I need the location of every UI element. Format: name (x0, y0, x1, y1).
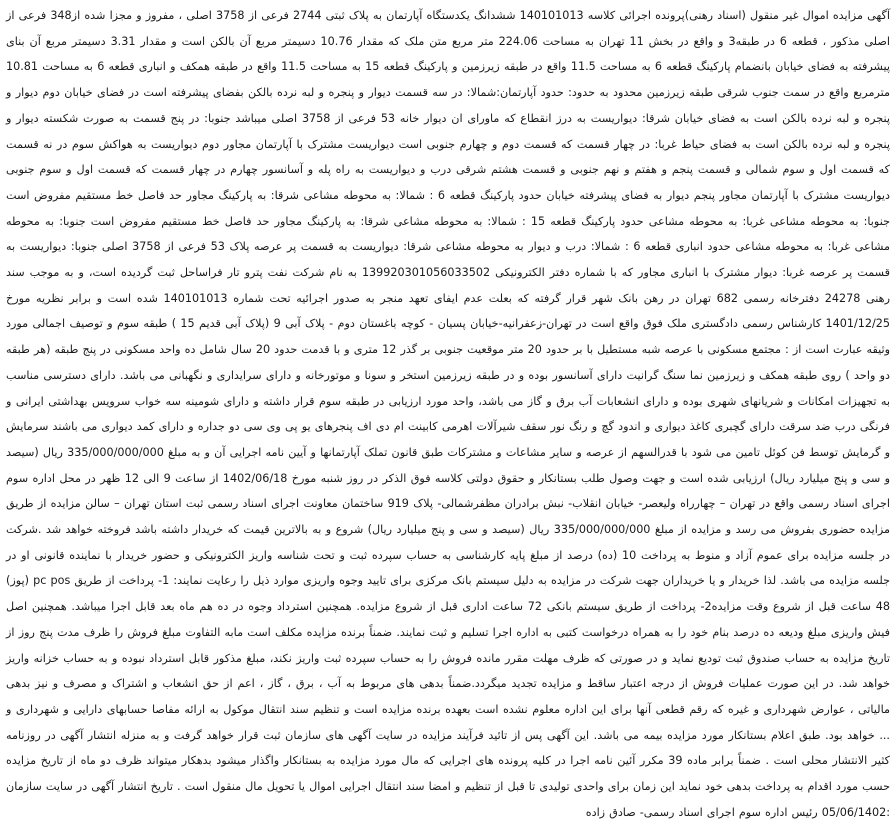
auction-notice-text: آگهی مزایده اموال غیر منقول (اسناد رهنی)پرونده اجرائی کلاسه 140101013 ششدانگ یکدستگاه آپارتمان به پلاک ثبتی 2744 فرعی از 3758 اصلی ، مفروز و مجزا شده از348 فرعی از اصلی مذکور ، قطعه 6 در طبقه3 و واقع در بخش 11 تهران به مساحت 224.06 متر مربع متن ملک که مقدار 10.76 دسیمتر مربع آن بالکن است و مقدار 3.31 دسیمتر مربع آن بنای پیشرفته به فضای خیابان بانضمام پارکینگ قطعه 6 به مساحت 11.5 واقع در طبقه زیرزمین و پارکینگ قطعه 15 به مساحت 11.5 واقع در طبقه همکف و انباری قطعه 6 به مساحت 10.81 مترمربع واقع در سمت جنوب شرقی طبقه زیرزمین محدود به حدود: حدود آپارتمان:شمالا: در سه قسمت دیوار و پنجره و لبه نرده بالکن بفضای پیشرفته است در فضای خیابان دوم دیوار و پنجره و لبه نرده بالکن است به فضای خیابان شرقا: دیواریست به درز انقطاع که ماورای ان دیوار خانه 53 فرعی از 3758 اصلی میباشد جنوبا: در پنج قسمت به صورت شکسته دیوار و پنجره و لبه نرده بالکن است به فضای حیاط غربا: در چهار قسمت که قسمت دوم و چهارم جنوبی است دیواریست مشترک با آپارتمان مجاور دوم دیواریست به هواکش سوم در نه قسمت که قسمت اول و سوم شمالی و قسمت پنجم و هفتم و نهم جنوبی و قسمت هشتم شرقی درب و دیواریست به راه پله و آسانسور چهارم در چهار قسمت که قسمت اول و سوم جنوبی دیواریست مشترک با آپارتمان مجاور پنجم دیوار به فضای پیشرفته خیابان حدود پارکینگ قطعه 6 : شمالا: به محوطه مشاعی شرقا: به پارکینگ مجاور حد فاصل خط مستقیم مفروض است جنوبا: به محوطه مشاعی غربا: به محوطه مشاعی حدود پارکینگ قطعه 15 : شمالا: به محوطه مشاعی شرقا: به پارکینگ مجاور حد فاصل خط مستقیم مفروض است جنوبا: به محوطه مشاعی غربا: به محوطه مشاعی حدود انباری قطعه 6 : شمالا: درب و دیوار به محوطه مشاعی شرقا: دیواریست به قسمت پر عرصه پلاک 53 فرعی از 3758 اصلی جنوبا: دیواریست به قسمت پر عرصه غربا: دیوار مشترک با انباری مجاور که با شماره دفتر الکترونیکی 139920301056033502 به نام شرکت نفت پترو تار فراساحل ثبت گردیده است، و به موجب سند رهنی 24278 دفترخانه رسمی 682 تهران در رهن بانک شهر قرار گرفته که بعلت عدم ایفای تعهد منجر به صدور اجرائیه تحت شماره 140101013 شده است و برابر نظریه مورخ 1401/12/25 کارشناس رسمی دادگستری ملک فوق واقع است در تهران-زعفرانیه-خیابان پسیان - کوچه باغستان دوم - پلاک آبی 9 (پلاک آبی قدیم 15 ) طبقه سوم و توصیف اجمالی مورد وثیقه عبارت است از : مجتمع مسکونی با عرصه شبه مستطیل با بر حدود 20 متر موقعیت جنوبی بر گذر 12 متری و با قدمت حدود 20 سال شامل ده واحد مسکونی در پنج طبقه (هر طبقه دو واحد ) روی طبقه همکف و زیرزمین نما سنگ گرانیت دارای آسانسور بوده و در طبقه زیرزمین استخر و سونا و موتورخانه و دارای سرایداری و نگهبانی می باشد. دارای دسترسی مناسب به تجهیزات امکانات و شریانهای شهری بوده و دارای انشعابات آب برق و گاز می باشد، واحد مورد ارزیابی در طبقه سوم قرار داشته و دارای شومینه سه خواب سرویس بهداشتی ایرانی و فرنگی درب ضد سرقت دارای گچبری کاغذ دیواری و اندود گچ و رنگ نور سقف شیرآلات اهرمی کابینت ام دی اف پنجرهای یو پی وی سی دو جداره و دارای کمد دیواری می باشند سرمایش و گرمایش توسط فن کوئل تامین می شود با قدرالسهم از عرصه و سایر مشاعات و مشترکات طبق قانون تملک آپارتمانها و آیین نامه اجرایی آن و به مبلغ 335/000/000/000 ریال (سیصد و سی و پنج میلیارد ریال) ارزیابی شده است و جهت وصول طلب بستانکار و حقوق دولتی کلاسه فوق الذکر در روز شنبه مورخ 1402/06/18 از ساعت 9 الی 12 ظهر در محل اداره سوم اجرای اسناد رسمی واقع در تهران – چهارراه ولیعصر- خیابان انقلاب- نبش برادران مظفرشمالی- پلاک 919 ساختمان معاونت اجرای اسناد رسمی ثبت استان تهران – سالن مزایده از طریق مزایده حضوری بفروش می رسد و مزایده از مبلغ 335/000/000/000 ریال (سیصد و سی و پنج میلیارد ریال) شروع و به بالاترین قیمت که خریدار داشته باشد فروخته خواهد شد .شرکت در جلسه مزایده برای عموم آزاد و منوط به پرداخت 10 (ده) درصد از مبلغ پایه کارشناسی به حساب سپرده ثبت و تحت شناسه واریز الکترونیکی و حضور خریدار با نماینده قانونی او در جلسه مزایده می باشد. لذا خریدار و یا خریداران جهت شرکت در مزایده به دلیل سیستم بانک مرکزی برای تایید وجوه واریزی موارد ذیل را رعایت نمایند: 1- پرداخت از طریق pc pos (پوز) 48 ساعت قبل از شروع وقت مزایده2- پرداخت از طریق سیستم بانکی 72 ساعت اداری قبل از شروع مزایده. همچنین استرداد وجوه در ده هم ماه بعد قابل اجرا میباشد. همچنین اصل فیش واریزی مبلغ ودیعه ده درصد بنام خود را به همراه درخواست کتبی به اداره اجرا تسلیم و ثبت نمایند. ضمناً برنده مزایده مکلف است مابه التفاوت مبلغ فروش را ظرف مدت پنج روز از تاریخ مزایده به حساب صندوق ثبت تودیع نماید و در صورتی که ظرف مهلت مقرر مانده فروش را به حساب سپرده ثبت واریز نکند، مبلغ مذکور قابل استرداد نبوده و به حساب خزانه واریز خواهد شد. در این صورت عملیات فروش از درجه اعتبار ساقط و مزایده تجدید میگردد.ضمناً بدهی های مربوط به آب ، برق ، گاز ، اعم از حق انشعاب و اشتراک و مصرف و نیز بدهی مالیاتی ، عوارض شهرداری و غیره که رقم قطعی آنها برای این اداره معلوم نشده است بعهده برنده مزایده است و تنظیم سند انتقال موکول به ارائه مفاصا حسابهای دارایی و شهرداری و ... خواهد بود. طبق اعلام بستانکار مورد مزایده بیمه می باشد. این آگهی پس از تائید فرآیند مزایده در سایت آگهی های سازمان ثبت قرار خواهد گرفت و به منزله انتشار آگهی در روزنامه کثیر الانتشار محلی است . ضمناً برابر ماده 39 مکرر آئین نامه اجرا در کلیه پرونده های اجرایی که مال مورد مزایده به بستانکار واگذار میشود بدهکار میتواند ظرف دو ماه از تاریخ مزایده حسب مورد اقدام به پرداخت بدهی خود نماید این زمان برای واحدی تولیدی تا قبل از تنظیم و امضا سند انتقال اجرایی اموال یا تحویل مال منقول است . تاریخ انتشار آگهی در سایت سازمان :05/06/1402 رئیس اداره سوم اجرای اسناد رسمی- صادق زاده (6, 9, 891, 819)
